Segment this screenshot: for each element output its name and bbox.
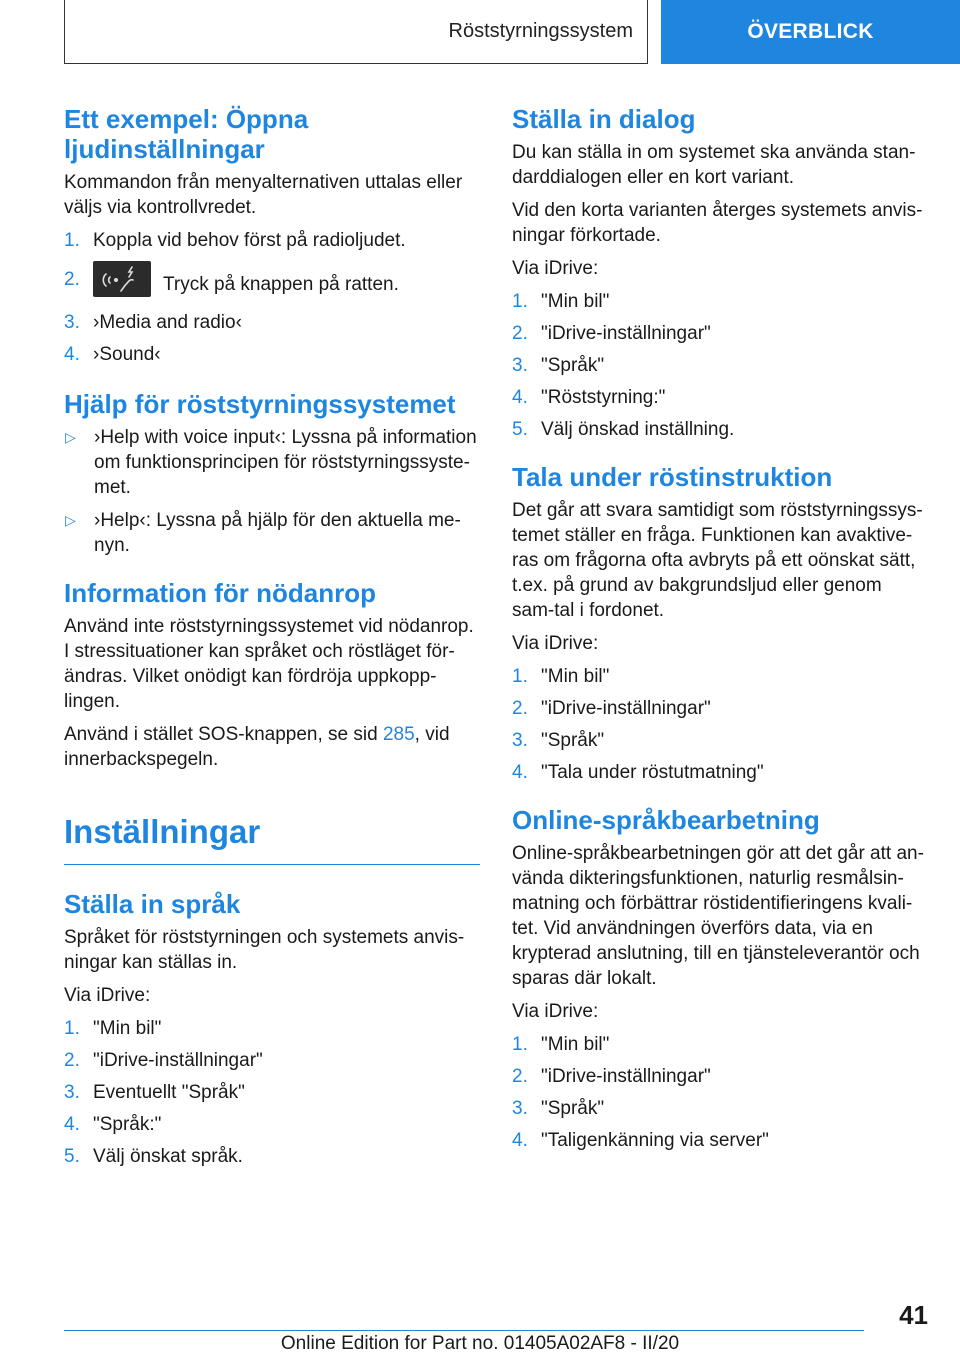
barge-in-via: Via iDrive:: [512, 633, 599, 654]
header-chapter-badge[interactable]: [661, 0, 960, 64]
triangle-bullet-icon: ▷: [65, 429, 76, 445]
footer-edition: Online Edition for Part no. 01405A02AF8 - II/20: [280, 1333, 680, 1354]
section-title-emergency: Information för nödanrop: [64, 578, 376, 608]
online-speech-text: Online-språkbearbetningen gör att det går att an-vända dikteringsfunktionen, naturlig resmålsin-matning och förbättrar röstidentifieringens kvali-tet. Vid användningen överförs data, via en krypterad anslutning, till en tjänsteleverantör och sparas där lokalt.: [512, 843, 924, 989]
page-number: 41: [899, 1300, 928, 1330]
list-item: 2. "iDrive-inställningar": [512, 323, 711, 344]
list-item: 2. "iDrive-inställningar": [512, 1066, 711, 1087]
dialog-steps: [512, 289, 928, 442]
list-item: 1. "Min bil": [512, 291, 610, 312]
footer-divider: [64, 1330, 864, 1331]
list-item: 2. Tryck på knappen på ratten.: [64, 267, 480, 303]
triangle-bullet-icon: ▷: [65, 512, 76, 528]
chapter-heading: [64, 812, 480, 865]
list-item: 2. "iDrive-inställningar": [64, 1050, 263, 1071]
language-intro: Språket för röststyrningen och systemets anvis-ningar kan ställas in.: [64, 927, 465, 973]
online-speech-steps: [512, 1032, 928, 1153]
online-speech-via: Via iDrive:: [512, 1001, 599, 1022]
list-item: 3. "Språk": [512, 730, 605, 751]
bullet-item: ▷ ›Help‹: Lyssna på hjälp för den aktuella me-nyn.: [65, 510, 461, 556]
dialog-text-2: Vid den korta varianten återges systemets anvis-ningar förkortade.: [512, 200, 923, 246]
emergency-sos: Använd i stället SOS-knappen, se sid 285, vid innerbackspegeln.: [64, 724, 450, 770]
list-item: 1. "Min bil": [64, 1018, 162, 1039]
language-steps: [64, 1016, 480, 1169]
section-title-example: Ett exempel: Öppna ljudinställningar: [64, 104, 309, 164]
list-item: 4. "Röststyrning:": [512, 387, 666, 408]
section-title-language: Ställa in språk: [64, 889, 241, 919]
left-column: [64, 104, 480, 1185]
dialog-text-1: Du kan ställa in om systemet ska använda stan-darddialogen eller en kort variant.: [512, 142, 916, 188]
language-via: Via iDrive:: [64, 985, 151, 1006]
section-title-barge-in: Tala under röstinstruktion: [512, 462, 833, 492]
barge-in-text: Det går att svara samtidigt som röststyrningssys-temet ställer en fråga. Funktionen kan avaktive-ras om frågorna ofta avbryts på ett oönskat sätt, t.ex. på grund av bakgrundsljud eller genom sam-tal i fordonet.: [512, 500, 923, 621]
list-item: 4. "Språk:": [64, 1114, 162, 1135]
list-item: 4. ›Sound‹: [64, 344, 161, 365]
list-item: 1. "Min bil": [512, 666, 610, 687]
list-item: 3. "Språk": [512, 1098, 605, 1119]
help-bullets: [64, 425, 480, 558]
section-title-help: Hjälp för röststyrningssystemet: [64, 389, 456, 419]
voice-command-icon: [93, 261, 151, 297]
list-item: 1. Koppla vid behov först på radioljudet.: [64, 230, 406, 251]
list-item: 4. "Tala under röstutmatning": [512, 762, 764, 783]
chapter-divider: [64, 864, 480, 865]
dialog-via: Via iDrive:: [512, 258, 599, 279]
list-item: 3. Eventuellt "Språk": [64, 1082, 245, 1103]
page-reference-link[interactable]: 285: [382, 724, 415, 745]
list-item: 1. "Min bil": [512, 1034, 610, 1055]
header-section-tab: [64, 0, 648, 64]
header-badge-label: ÖVERBLICK: [747, 20, 874, 43]
section-title-online-speech: Online-språkbearbetning: [512, 805, 820, 835]
example-steps: [64, 228, 480, 367]
list-item: 3. ›Media and radio‹: [64, 312, 242, 333]
list-item: 4. "Taligenkänning via server": [512, 1130, 769, 1151]
bullet-item: ▷ ›Help with voice input‹: Lyssna på information om funktionsprincipen för röststyrningssyste-met.: [65, 427, 477, 498]
list-item: 5. Välj önskat språk.: [64, 1146, 243, 1167]
right-column: [512, 104, 928, 1169]
list-item: 2. "iDrive-inställningar": [512, 698, 711, 719]
list-item: 3. "Språk": [512, 355, 605, 376]
example-intro: Kommandon från menyalternativen uttalas eller väljs via kontrollvredet.: [64, 172, 463, 218]
section-title-dialog: Ställa in dialog: [512, 104, 696, 134]
chapter-title: Inställningar: [64, 813, 261, 850]
list-item: 5. Välj önskad inställning.: [512, 419, 735, 440]
emergency-text: Använd inte röststyrningssystemet vid nödanrop. I stressituationer kan språket och röstläget för-ändras. Vilket onödigt kan fördröja uppkopp-lingen.: [64, 616, 474, 712]
barge-in-steps: [512, 664, 928, 785]
header-section-title: Röststyrningssystem: [448, 20, 633, 42]
